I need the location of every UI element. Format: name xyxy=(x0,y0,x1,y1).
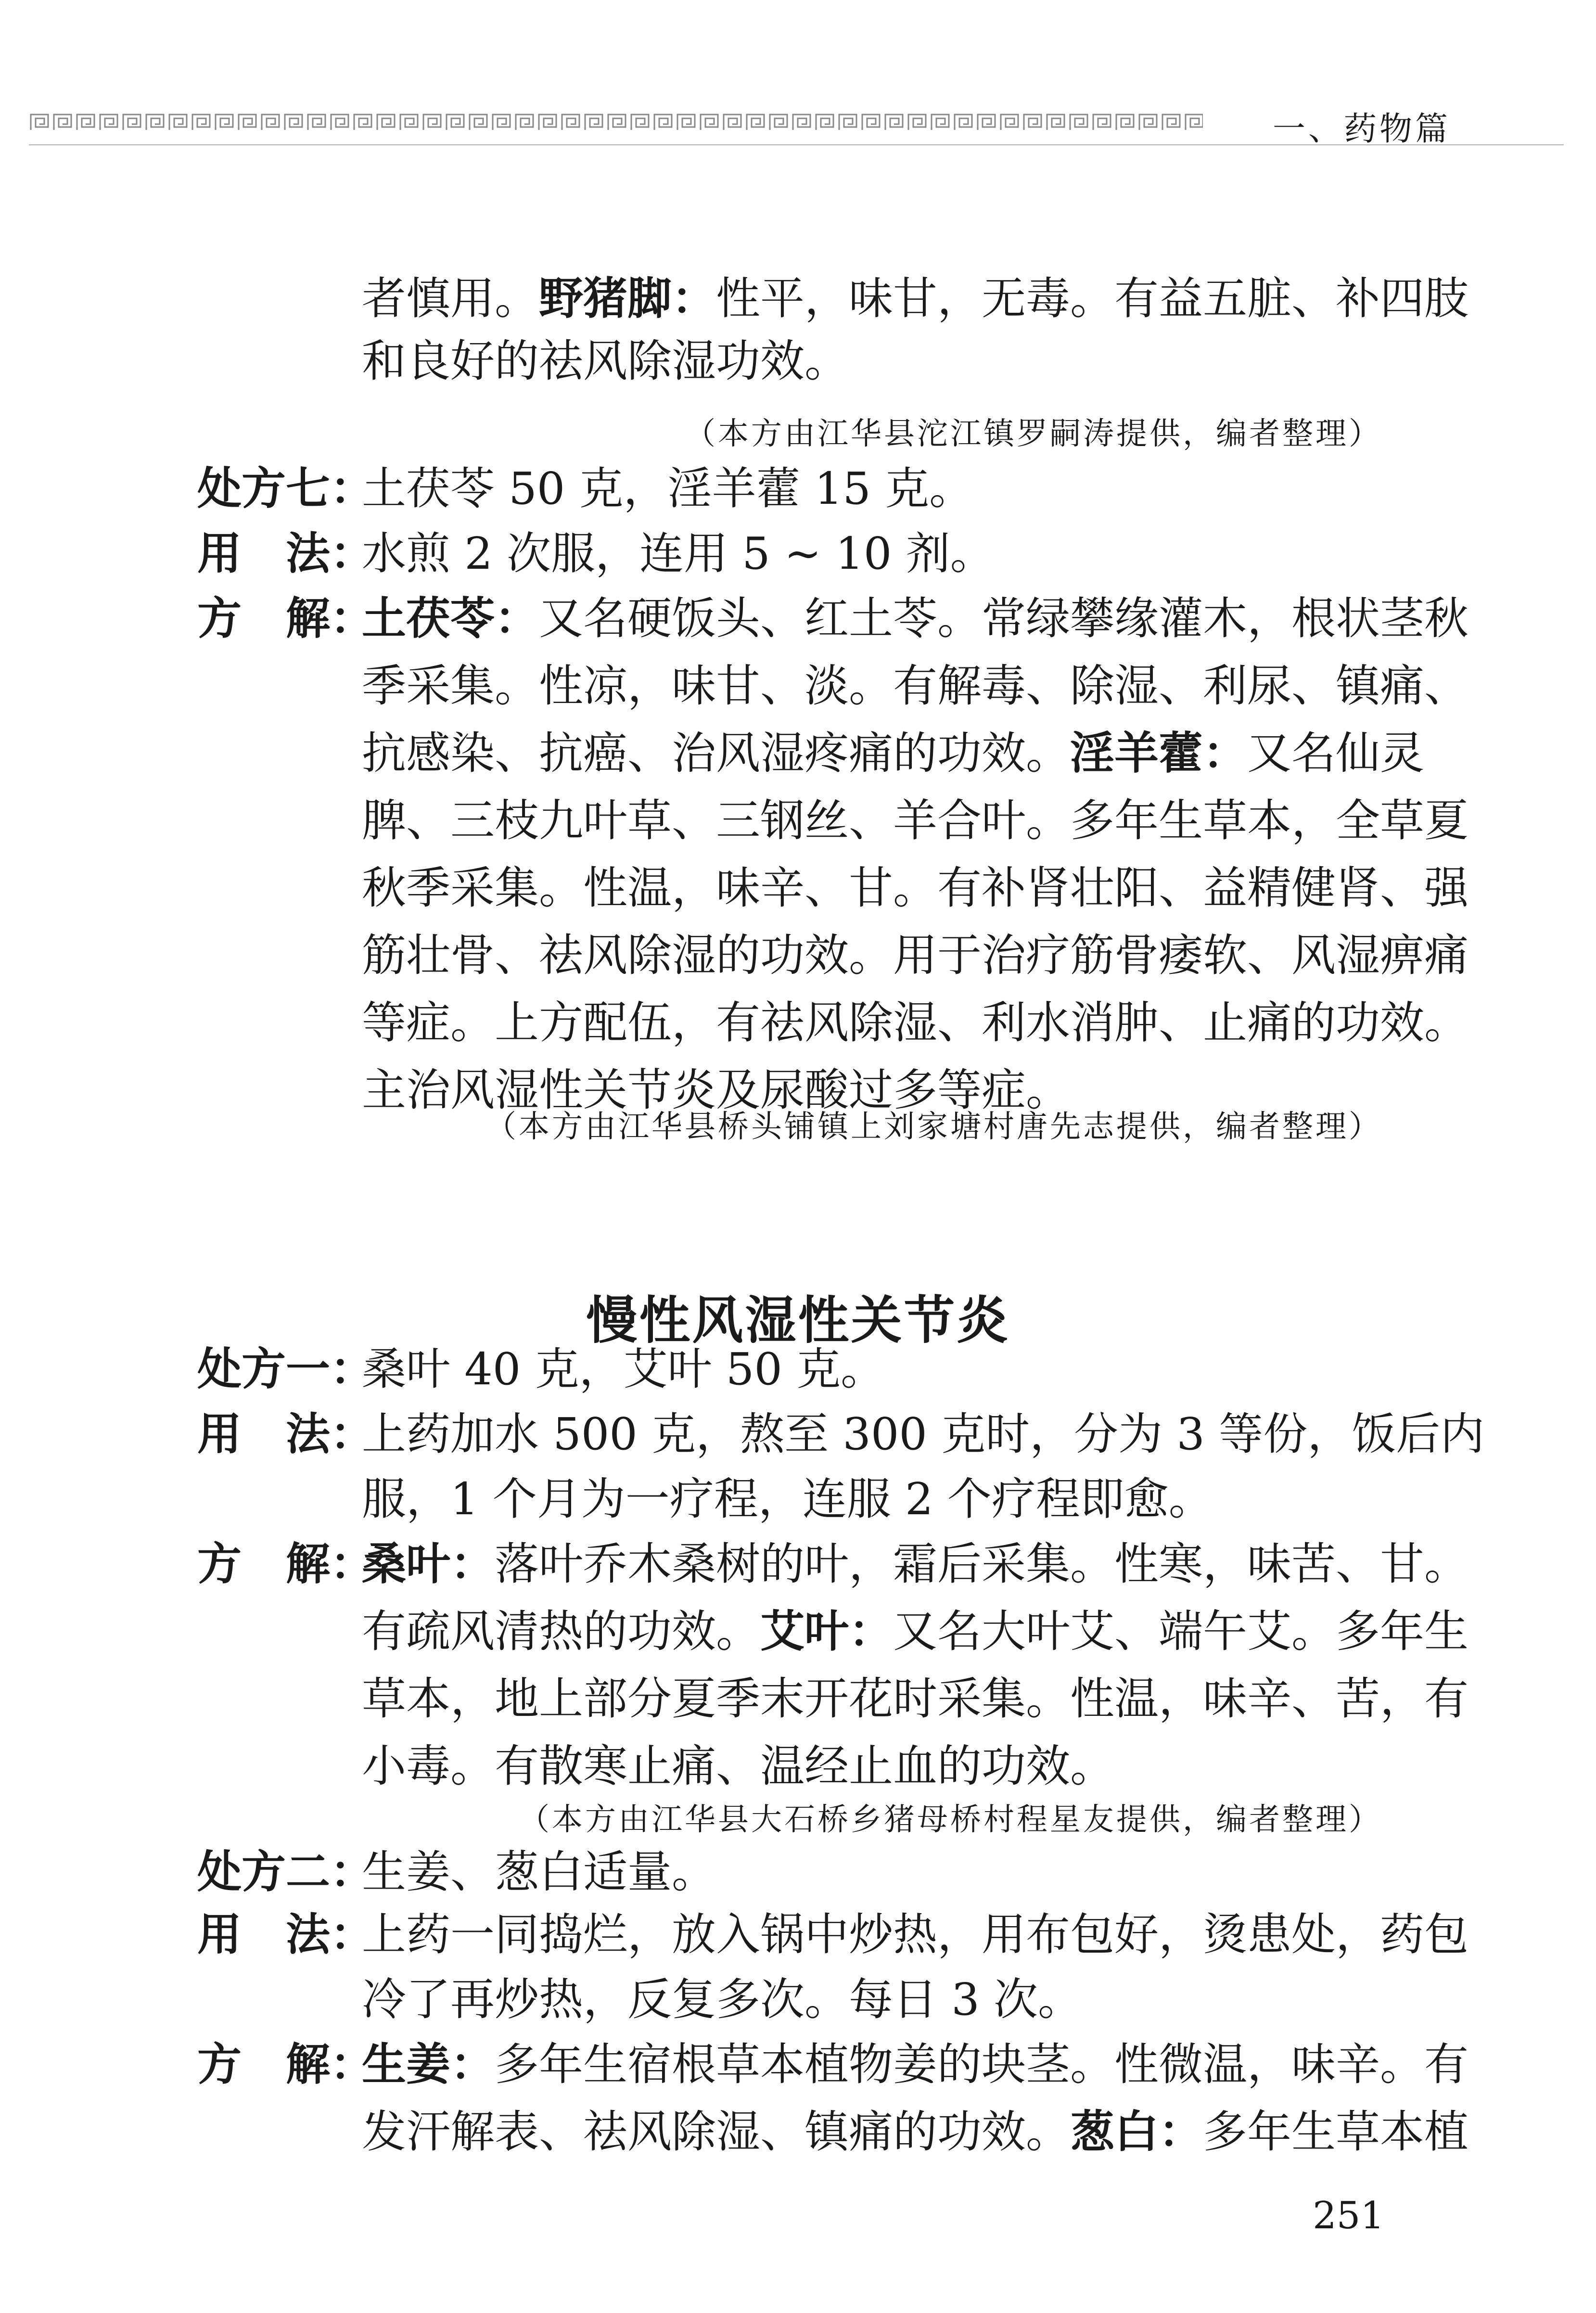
text-line: 脾、三枝九叶草、三钢丝、羊合叶。多年生草本，全草夏 xyxy=(362,795,1469,846)
herb-term: 野猪脚： xyxy=(539,273,716,324)
usage-label: 用 法： xyxy=(197,528,375,579)
running-header xyxy=(29,96,1564,149)
usage-text: 上药加水 500 克，熬至 300 克时，分为 3 等份，饭后内 xyxy=(362,1408,1485,1460)
explanation-label: 方 解： xyxy=(197,1538,375,1590)
text-line: 小毒。有散寒止痛、温经止血的功效。 xyxy=(362,1740,1115,1792)
text-line: 者慎用。野猪脚：性平，味甘，无毒。有益五脏、补四肢 xyxy=(362,273,1469,324)
herb-term: 生姜： xyxy=(362,2039,495,2090)
herb-term: 淫羊藿： xyxy=(1070,728,1248,779)
text-line: 草本，地上部分夏季末开花时采集。性温，味辛、苦，有 xyxy=(362,1673,1469,1725)
text-line: 等症。上方配伍，有祛风除湿、利水消肿、止痛的功效。 xyxy=(362,997,1469,1048)
chapter-title: 一、药物篇 xyxy=(1273,110,1451,148)
text-line: 和良好的祛风除湿功效。 xyxy=(362,335,849,387)
section-title: 慢性风湿性关节炎 xyxy=(586,1290,1010,1350)
text-line: 生姜：多年生宿根草本植物姜的块茎。性微温，味辛。有 xyxy=(362,2039,1469,2090)
usage-text: 冷了再炒热，反复多次。每日 3 次。 xyxy=(362,1974,1083,2025)
usage-text: 上药一同捣烂，放入锅中炒热，用布包好，烫患处，药包 xyxy=(362,1909,1469,1960)
prescription-text: 桑叶 40 克，艾叶 50 克。 xyxy=(362,1343,885,1395)
text-line: 主治风湿性关节炎及尿酸过多等症。 xyxy=(362,1064,1071,1116)
prescription-label: 处方二： xyxy=(197,1846,375,1898)
herb-term: 桑叶： xyxy=(362,1538,495,1590)
herb-term: 土茯苓： xyxy=(362,593,539,644)
explanation-label: 方 解： xyxy=(197,593,375,644)
text-line: 抗感染、抗癌、治风湿疼痛的功效。淫羊藿：又名仙灵 xyxy=(362,728,1425,779)
text-line: 秋季采集。性温，味辛、甘。有补肾壮阳、益精健肾、强 xyxy=(362,862,1469,914)
explanation-label: 方 解： xyxy=(197,2039,375,2090)
text-line: 季采集。性凉，味甘、淡。有解毒、除湿、利尿、镇痛、 xyxy=(362,660,1469,712)
text-line: 筋壮骨、祛风除湿的功效。用于治疗筋骨痿软、风湿痹痛 xyxy=(362,930,1469,981)
page-number: 251 xyxy=(1313,2194,1384,2237)
usage-label: 用 法： xyxy=(197,1408,375,1460)
source-note: （本方由江华县沱江镇罗嗣涛提供，编者整理） xyxy=(685,416,1382,452)
usage-label: 用 法： xyxy=(197,1909,375,1960)
decorative-border-ornament xyxy=(29,111,1203,133)
prescription-label: 处方七： xyxy=(197,463,375,514)
herb-term: 艾叶： xyxy=(760,1606,894,1657)
source-note: （本方由江华县桥头铺镇上刘家塘村唐先志提供，编者整理） xyxy=(485,1109,1382,1145)
usage-text: 水煎 2 次服，连用 5 ~ 10 剂。 xyxy=(362,528,995,579)
prescription-text: 土茯苓 50 克，淫羊藿 15 克。 xyxy=(362,463,974,514)
prescription-label: 处方一： xyxy=(197,1343,375,1395)
header-rule xyxy=(29,144,1564,145)
text-line: 有疏风清热的功效。艾叶：又名大叶艾、端午艾。多年生 xyxy=(362,1606,1469,1657)
text-line: 桑叶：落叶乔木桑树的叶，霜后采集。性寒，味苦、甘。 xyxy=(362,1538,1469,1590)
prescription-text: 生姜、葱白适量。 xyxy=(362,1846,716,1898)
source-note: （本方由江华县大石桥乡猪母桥村程星友提供，编者整理） xyxy=(519,1802,1382,1838)
text-line: 土茯苓：又名硬饭头、红土苓。常绿攀缘灌木，根状茎秋 xyxy=(362,593,1469,644)
usage-text: 服，1 个月为一疗程，连服 2 个疗程即愈。 xyxy=(362,1473,1213,1525)
herb-term: 葱白： xyxy=(1070,2106,1203,2158)
text-line: 发汗解表、祛风除湿、镇痛的功效。葱白：多年生草本植 xyxy=(362,2106,1469,2158)
